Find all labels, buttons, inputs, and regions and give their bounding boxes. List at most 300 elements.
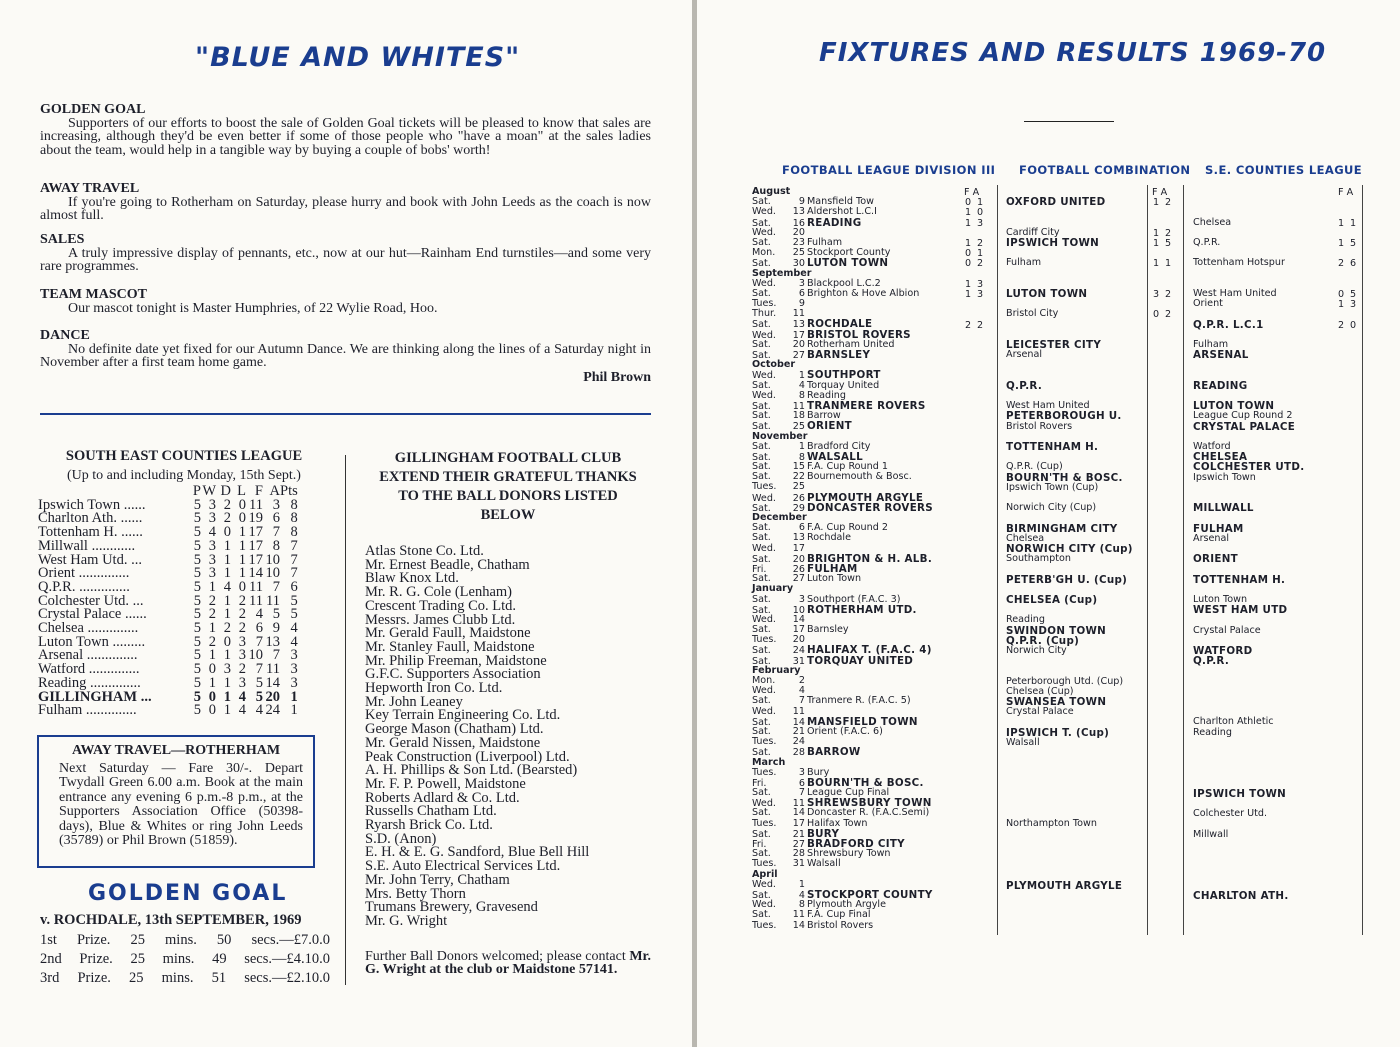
counties-fixture [1193, 350, 1249, 361]
team-name: Millwall ............ [38, 539, 136, 554]
fixture-opponent: Reading [807, 389, 846, 401]
combination-fixture-text: Reading [1006, 614, 1045, 626]
stat-cell: 1 [290, 702, 298, 719]
stat-cell: 2 [223, 496, 231, 513]
donor-name: Mr. R. G. Cole (Lenham) [365, 584, 512, 601]
donor-name: Mr. F. P. Powell, Maidstone [365, 775, 526, 792]
league-score-for: 0 [965, 248, 972, 260]
stat-cell: 17 [248, 551, 263, 568]
fixture-date: 4 [798, 379, 805, 391]
counties-score-against: 5 [1350, 289, 1357, 300]
team-name: Luton Town ......... [38, 635, 146, 650]
counties-fixture [1193, 728, 1232, 738]
fixture-date: 6 [798, 522, 805, 534]
fixture-day: Sat. [752, 410, 771, 422]
counties-fixture-text: Millwall [1193, 828, 1229, 840]
fixture-row [752, 299, 1002, 309]
combination-score-for: 1 [1153, 227, 1160, 239]
league-score-against: 0 [977, 207, 984, 219]
donor-name: E. H. & E. G. Sandford, Blue Bell Hill [365, 844, 590, 861]
combination-score-for: 1 [1153, 197, 1160, 209]
combination-fixture-text: Fulham [1006, 257, 1042, 269]
fixture-row [752, 523, 1002, 533]
note-heading: GOLDEN GOAL [40, 102, 146, 117]
away-box-body: Next Saturday — Fare 30/-. Depart Twydall Green 6.00 a.m. Book at the main entrance any evening 6 p.m.-8 p.m., at the Supporters Association Office (50398-days), Blue & Whites or ring John Leeds (35789) or Phil Brown (51859). [59, 760, 303, 848]
donor-name: S.D. (Anon) [365, 830, 437, 847]
fixture-date: 30 [792, 258, 805, 270]
donor-name: Peak Construction (Liverpool) Ltd. [365, 748, 570, 765]
combination-score-for: 3 [1153, 289, 1160, 300]
stat-cell: 3 [223, 661, 231, 678]
stat-cell: 11 [249, 496, 263, 513]
stat-cell: 1 [223, 592, 231, 609]
counties-fixture-text: WEST HAM UTD [1193, 604, 1288, 617]
fixture-opponent: Barrow [807, 410, 841, 422]
away-box-title: AWAY TRAVEL—ROTHERHAM [71, 743, 281, 758]
counties-score-against: 0 [1350, 319, 1357, 331]
stat-cell: 5 [193, 606, 201, 623]
league-title: SOUTH EAST COUNTIES LEAGUE [65, 448, 303, 464]
fixture-day: Wed. [752, 798, 776, 810]
fixture-date: 26 [792, 492, 805, 504]
league-score-for: 0 [965, 197, 972, 209]
combination-fixture-text: Chelsea [1006, 532, 1045, 544]
combination-fixture [1006, 483, 1098, 493]
counties-fixture [1193, 554, 1238, 565]
stat-cell: 0 [223, 633, 231, 650]
combination-fixture-text: Norwich City (Cup) [1006, 502, 1097, 514]
counties-score-for: 0 [1338, 289, 1345, 300]
stat-cell: 9 [272, 620, 280, 637]
fixture-day: Fri. [752, 777, 767, 789]
stat-cell: 7 [272, 524, 280, 541]
fixture-date: 21 [792, 725, 805, 737]
donor-name: Mrs. Betty Thorn [365, 885, 466, 902]
stat-cell: 3 [208, 496, 216, 513]
combination-fixture [1006, 575, 1127, 586]
fixture-opponent: Bournemouth & Bosc. [807, 471, 912, 483]
counties-fixture-text: ARSENAL [1193, 349, 1249, 362]
stat-cell: 11 [249, 592, 263, 609]
team-name: Fulham .............. [38, 704, 137, 718]
fixture-day: Wed. [752, 492, 776, 504]
counties-heading: S.E. COUNTIES LEAGUE [1205, 163, 1363, 177]
stat-cell: 2 [208, 633, 216, 650]
fixture-row [752, 228, 1002, 238]
counties-fixture [1193, 258, 1285, 268]
fixture-date: 7 [798, 787, 805, 799]
fixture-row [752, 666, 1002, 676]
counties-score-against: 6 [1350, 258, 1357, 270]
combination-fixture-text: Northampton Town [1006, 818, 1097, 830]
fixture-day: Sat. [752, 350, 771, 361]
month-label: December [752, 512, 807, 523]
stat-cell: 7 [290, 551, 298, 568]
counties-fixture [1193, 381, 1247, 392]
combination-fixture-text: OXFORD UNITED [1006, 196, 1106, 209]
stat-cell: 2 [208, 606, 216, 623]
stat-cell: 5 [193, 702, 201, 719]
donor-name: Crescent Trading Co. Ltd. [365, 597, 517, 614]
note-sales [40, 233, 651, 274]
fixture-opponent: ORIENT [807, 420, 852, 433]
league-score-for: 0 [965, 258, 972, 270]
stat-cell: 24 [265, 702, 280, 719]
team-name: West Ham Utd. ... [38, 553, 142, 568]
stat-cell: 3 [272, 496, 280, 513]
league-score-against: 2 [977, 238, 984, 249]
donors-footer-text: Further Ball Donors welcomed; please contact [365, 948, 626, 964]
fixture-day: Sat. [752, 716, 771, 728]
stat-cell: 8 [272, 537, 280, 554]
fixture-opponent: Walsall [807, 858, 841, 870]
stat-cell: 7 [272, 578, 280, 595]
fixture-opponent: HALIFAX T. (F.A.C. 4) [807, 644, 932, 657]
stat-cell: 4 [238, 688, 246, 705]
fixture-row [752, 411, 1002, 421]
combination-fixture-text: LEICESTER CITY [1006, 339, 1102, 351]
fixture-opponent: STOCKPORT COUNTY [807, 888, 933, 901]
column-divider [1147, 185, 1148, 935]
donor-name: G.F.C. Supporters Association [365, 666, 541, 683]
fixture-opponent: SHREWSBURY TOWN [807, 797, 932, 810]
fixture-opponent: F.A. Cup Round 1 [807, 461, 888, 473]
stat-cell: 11 [249, 578, 263, 595]
combination-fixture [1006, 646, 1067, 656]
counties-score-against: 3 [1350, 299, 1357, 311]
counties-score-for: 1 [1338, 238, 1345, 249]
fixture-opponent: Tranmere R. (F.A.C. 5) [807, 695, 911, 707]
fixture-opponent: DONCASTER ROVERS [807, 501, 933, 514]
fixture-day: Sat. [752, 522, 771, 534]
right-page [697, 0, 1400, 1047]
stat-cell: 2 [208, 592, 216, 609]
combination-fixture [1006, 442, 1098, 453]
combination-fixture-text: PETERBOROUGH U. [1006, 410, 1122, 423]
fixture-day: Wed. [752, 542, 776, 554]
fixture-date: 8 [798, 389, 805, 401]
note-heading: SALES [40, 232, 85, 247]
stat-cell: 0 [208, 702, 216, 719]
fixture-day: Tues. [752, 298, 777, 310]
column-divider [1362, 185, 1363, 935]
combination-fixture-text: PETERB'GH U. (Cup) [1006, 573, 1128, 586]
counties-fixture-text: Q.P.R. [1193, 237, 1221, 248]
counties-fixture [1193, 809, 1267, 819]
fixture-date: 24 [792, 736, 805, 748]
stat-cell: 5 [290, 606, 298, 623]
league-score-against: 2 [977, 258, 984, 270]
combination-fixture-text: Peterborough Utd. (Cup) [1006, 675, 1124, 687]
league-score-against: 3 [977, 278, 984, 290]
fixture-opponent: BARROW [807, 746, 861, 759]
combination-fixture-text: SWINDON TOWN [1006, 624, 1107, 637]
fixture-row [752, 432, 1002, 442]
fixture-opponent: BRADFORD CITY [807, 838, 905, 850]
combination-fixture-text: Q.P.R. (Cup) [1006, 461, 1063, 473]
fixture-opponent: Blackpool L.C.2 [807, 277, 881, 289]
fixture-day: Sat. [752, 787, 771, 799]
stat-cell: 11 [266, 661, 280, 678]
donors-footer-contact: Mr. G. Wright at the club or Maidstone 57141. [365, 948, 651, 978]
fixture-day: Wed. [752, 899, 776, 911]
counties-fixture [1193, 299, 1223, 309]
combination-fixture-text: CHELSEA (Cup) [1006, 594, 1098, 606]
fixture-day: Sat. [752, 217, 771, 229]
donor-name: Key Terrain Engineering Co. Ltd. [365, 707, 561, 724]
combination-fixture [1006, 350, 1042, 360]
counties-fixture-text: Q.P.R. [1193, 655, 1230, 668]
fixture-day: Sat. [752, 889, 771, 901]
counties-fixture [1193, 473, 1256, 483]
fixture-day: Sat. [752, 725, 771, 737]
fixture-row [752, 615, 1002, 625]
fixture-opponent: Barnsley [807, 624, 849, 636]
team-name: Reading .............. [38, 676, 141, 691]
fixture-date: 14 [792, 613, 805, 625]
fixture-day: Sat. [752, 747, 771, 759]
golden-goal-subtitle: v. ROCHDALE, 13th SEPTEMBER, 1969 [40, 912, 302, 928]
stat-cell: 8 [290, 496, 298, 513]
counties-fixture [1193, 626, 1261, 636]
combination-fixture-text: BOURN'TH & BOSC. [1006, 471, 1123, 484]
fixture-opponent: PLYMOUTH ARGYLE [807, 491, 924, 504]
fixture-row [752, 676, 1002, 686]
counties-score-for: 1 [1338, 299, 1345, 311]
donor-name: Russells Chatham Ltd. [365, 803, 497, 820]
league-score-against: 3 [977, 217, 984, 229]
fixture-day: Sat. [752, 573, 771, 585]
fixture-date: 10 [792, 604, 805, 616]
stat-cell: 4 [208, 524, 216, 541]
stat-cell: 4 [223, 578, 231, 595]
fixture-opponent: Brighton & Hove Albion [807, 287, 920, 299]
prize-line: 1st Prize. 25 mins. 50 secs.—£7.0.0 [40, 932, 330, 948]
donor-name: Mr. Gerald Nissen, Maidstone [365, 734, 541, 751]
combination-fixture-text: BIRMINGHAM CITY [1006, 522, 1118, 535]
fixture-date: 27 [792, 573, 805, 585]
fixture-day: Wed. [752, 685, 776, 697]
fixture-date: 13 [792, 532, 805, 544]
fixture-date: 28 [792, 747, 805, 759]
stat-cell: 7 [255, 661, 263, 678]
fixture-day: Tues. [752, 736, 777, 748]
counties-fixture [1193, 238, 1220, 248]
month-label: August [752, 186, 791, 197]
fixture-day: Sat. [752, 471, 771, 483]
stat-cell: 0 [208, 688, 216, 705]
month-label: October [752, 359, 796, 371]
counties-fixture-text: Q.P.R. L.C.1 [1193, 318, 1264, 331]
fixture-day: Wed. [752, 613, 776, 625]
fixture-opponent: SOUTHPORT [807, 369, 881, 382]
fixture-day: Tues. [752, 481, 777, 493]
stat-cell: 1 [238, 524, 246, 541]
fixture-opponent: WALSALL [807, 450, 864, 463]
combination-fixture-text: Walsall [1006, 736, 1040, 748]
fixture-day: Wed. [752, 277, 776, 289]
league-score-for: 2 [965, 319, 972, 331]
combination-heading: FOOTBALL COMBINATION [1019, 163, 1191, 177]
divider [1024, 121, 1114, 122]
stat-cell: 13 [265, 633, 280, 650]
combination-fixture [1006, 819, 1097, 829]
fixture-day: Tues. [752, 858, 777, 870]
stat-cell: 5 [193, 674, 201, 691]
fixture-day: Sat. [752, 909, 771, 921]
fixture-opponent: FULHAM [807, 562, 858, 575]
stat-cell: 0 [223, 524, 231, 541]
table-row [38, 704, 298, 718]
stat-cell: 5 [193, 620, 201, 637]
team-name: Tottenham H. ...... [38, 526, 143, 540]
fixture-date: 11 [792, 400, 805, 412]
note-heading: DANCE [40, 328, 90, 343]
fixture-date: 11 [792, 705, 805, 717]
fixture-date: 13 [792, 319, 805, 331]
combination-fixture-text: Arsenal [1006, 349, 1043, 361]
counties-fixture [1193, 605, 1287, 616]
counties-fixture [1193, 891, 1289, 902]
fixture-day: Sat. [752, 461, 771, 473]
fixture-date: 13 [792, 206, 805, 218]
league-score-for: 1 [965, 289, 972, 300]
stat-cell: 1 [223, 674, 231, 691]
fixture-opponent: TORQUAY UNITED [807, 654, 914, 667]
combination-fixture-text: IPSWICH T. (Cup) [1006, 726, 1110, 739]
fixture-opponent: Fulham [807, 236, 843, 248]
fixture-date: 25 [792, 247, 805, 259]
counties-fixture-text: Tottenham Hotspur [1193, 257, 1285, 269]
league-header-cell: P [192, 483, 201, 499]
counties-fixture-text: TOTTENHAM H. [1193, 573, 1286, 586]
fixture-opponent: Torquay United [807, 379, 880, 391]
fixture-date: 23 [792, 236, 805, 248]
fixture-date: 7 [798, 695, 805, 707]
league-score-against: 1 [977, 197, 984, 209]
counties-fixture [1193, 830, 1228, 840]
fixture-opponent: Bristol Rovers [807, 919, 874, 931]
stat-cell: 8 [290, 524, 298, 541]
combination-fixture-text: NORWICH CITY (Cup) [1006, 543, 1133, 555]
note-body: If you're going to Rotherham on Saturday, please hurry and book with John Leeds as the coach is now almost full. [40, 194, 651, 223]
team-name: Arsenal .............. [38, 649, 138, 664]
fixture-date: 16 [792, 217, 805, 229]
combination-score-against: 1 [1165, 258, 1172, 270]
stat-cell: 5 [255, 688, 263, 705]
stat-cell: 0 [238, 510, 246, 527]
team-name: Chelsea .............. [38, 622, 139, 636]
combination-fixture-text: Bristol City [1006, 308, 1059, 320]
fixture-day: Mon. [752, 247, 776, 259]
counties-fixture-text: WATFORD [1193, 645, 1253, 657]
counties-fixture-text: Watford [1193, 441, 1231, 452]
league-table-section [38, 448, 330, 718]
month-label: September [752, 267, 812, 279]
counties-fixture [1193, 656, 1229, 667]
note-away-travel [40, 182, 651, 223]
donor-name: Blaw Knox Ltd. [365, 570, 459, 587]
stat-cell: 6 [255, 620, 263, 637]
donor-name: Mr. G. Wright [365, 912, 448, 929]
combination-fixture-text: Cardiff City [1006, 226, 1060, 238]
fixture-opponent: League Cup Final [807, 787, 890, 799]
fixture-date: 4 [798, 889, 805, 901]
combination-fixture [1006, 381, 1042, 392]
fixture-day: Wed. [752, 705, 776, 717]
note-heading: AWAY TRAVEL [40, 181, 140, 196]
counties-score-for: 1 [1338, 217, 1345, 229]
combination-fixture [1006, 258, 1041, 268]
stat-cell: 1 [208, 620, 216, 637]
golden-goal-title: GOLDEN GOAL [88, 881, 288, 906]
stat-cell: 6 [272, 510, 280, 527]
combination-fixture-text: Chelsea (Cup) [1006, 685, 1074, 697]
team-name: Orient .............. [38, 567, 130, 581]
fixture-opponent: READING [807, 216, 862, 229]
note-body: A truly impressive display of pennants, etc., now at our hut—Rainham End turnstiles—and some very rare programmes. [40, 245, 651, 274]
counties-fixture-text: IPSWICH TOWN [1193, 787, 1287, 800]
combination-score-against: 5 [1165, 238, 1172, 249]
fixture-date: 17 [792, 542, 805, 554]
team-name: Ipswich Town ...... [38, 498, 146, 513]
stat-cell: 5 [290, 592, 298, 609]
fixture-date: 14 [792, 716, 805, 728]
fixtures-title: FIXTURES AND RESULTS 1969-70 [819, 38, 1327, 68]
fixture-opponent: Doncaster R. (F.A.C.Semi) [807, 807, 930, 819]
combination-fixture-text: TOTTENHAM H. [1006, 441, 1099, 453]
combination-score-for: 1 [1153, 258, 1160, 270]
league-score-against: 3 [977, 289, 984, 300]
fixture-row [752, 747, 1002, 757]
counties-fixture-text: CHARLTON ATH. [1193, 889, 1289, 902]
stat-cell: 5 [193, 688, 201, 705]
donor-name: Messrs. James Clubb Ltd. [365, 611, 516, 628]
stat-cell: 7 [255, 633, 263, 650]
team-name: Crystal Palace ...... [38, 608, 147, 623]
donors-footer [365, 950, 651, 977]
fixture-row [752, 737, 1002, 747]
note-team-mascot [40, 288, 651, 315]
note-heading: TEAM MASCOT [40, 287, 147, 302]
fixture-date: 11 [792, 798, 805, 810]
fixture-opponent: BURY [807, 827, 840, 840]
fixture-day: Sat. [752, 287, 771, 299]
fixture-row [752, 625, 1002, 635]
stat-cell: 11 [266, 592, 280, 609]
counties-fixture-text: Colchester Utd. [1193, 808, 1268, 820]
fixture-row [752, 819, 1002, 829]
fixture-day: Sat. [752, 440, 771, 452]
fixture-day: Tues. [752, 817, 777, 829]
stat-cell: 4 [290, 620, 298, 637]
stat-cell: 1 [238, 551, 246, 568]
fixture-date: 29 [792, 502, 805, 514]
fixture-date: 20 [792, 226, 805, 238]
stat-cell: 7 [272, 647, 280, 664]
fixture-date: 8 [798, 451, 805, 463]
combination-fixture [1006, 422, 1072, 432]
fixture-day: Wed. [752, 329, 776, 341]
month-label: April [752, 868, 778, 880]
fixture-opponent: Stockport County [807, 247, 891, 259]
stat-cell: 3 [208, 510, 216, 527]
fixture-row [752, 758, 1002, 768]
fixture-row [752, 808, 1002, 818]
fixture-opponent: F.A. Cup Final [807, 909, 871, 921]
fixture-opponent: Mansfield Tow [807, 196, 874, 208]
fixture-opponent: Luton Town [807, 573, 862, 585]
